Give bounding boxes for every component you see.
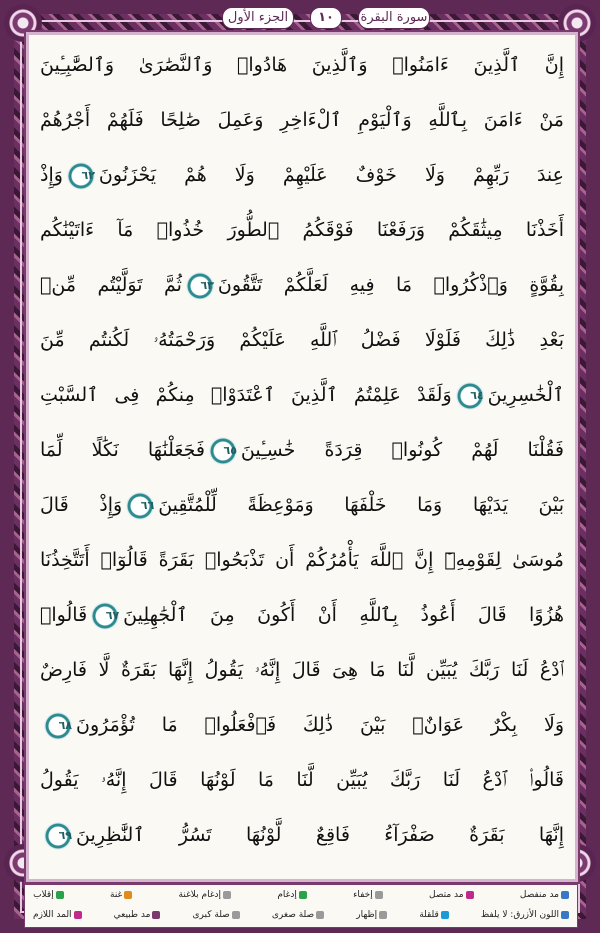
legend-item bbox=[114, 910, 161, 920]
verse-line bbox=[40, 700, 564, 751]
legend-item bbox=[193, 910, 240, 920]
verse-text: مُوسَىٰ لِقَوْمِهِۦٓ إِنَّ ٱللَّهَ يَأْمُرُكُمْ أَن تَذْبَحُوا۟ بَقَرَةً قَالُوٓا۟ أَتَتَّخِذُنَا bbox=[40, 549, 564, 571]
verse-text: ٱلْخَٰسِرِينَ bbox=[487, 384, 564, 406]
verse-text: فَجَعَلْنَٰهَا نَكَٰلًا لِّمَا bbox=[40, 439, 205, 461]
ayah-number-marker: ٦٨ bbox=[44, 712, 72, 740]
verse-text: فَقُلْنَا لَهُمْ كُونُوا۟ قِرَدَةً خَٰسِـِٔينَ bbox=[240, 439, 564, 461]
ayah-number-marker: ٦٤ bbox=[456, 382, 484, 410]
legend-item bbox=[520, 890, 569, 900]
legend-label: إقلاب bbox=[33, 890, 54, 900]
legend-item bbox=[272, 910, 324, 920]
verse-text: أَخَذْنَا مِيثَٰقَكُمْ وَرَفَعْنَا فَوْقَكُمُ ٱلطُّورَ خُذُوا۟ مَآ ءَاتَيْنَٰكُم bbox=[40, 219, 564, 241]
verse-line bbox=[40, 480, 564, 531]
legend-item bbox=[356, 910, 387, 920]
legend-item bbox=[419, 910, 449, 920]
verse-text: ثُمَّ تَوَلَّيْتُم مِّنۢ bbox=[40, 274, 182, 296]
legend-swatch-icon bbox=[223, 891, 231, 899]
verse-line bbox=[40, 150, 564, 201]
legend-item bbox=[179, 890, 232, 900]
legend-item bbox=[33, 890, 64, 900]
legend-row bbox=[25, 905, 577, 925]
legend-row bbox=[25, 885, 577, 905]
legend-item bbox=[277, 890, 307, 900]
verse-text: بَعْدِ ذَٰلِكَ فَلَوْلَا فَضْلُ ٱللَّهِ عَلَيْكُمْ وَرَحْمَتُهُۥ لَكُنتُم مِّنَ bbox=[40, 329, 564, 351]
legend-label: مد متصل bbox=[429, 890, 464, 900]
verse-line bbox=[40, 425, 564, 476]
legend-swatch-icon bbox=[561, 891, 569, 899]
legend-swatch-icon bbox=[299, 891, 307, 899]
verse-text: قَالُوا۟ bbox=[40, 604, 88, 626]
legend-label: إدغام bbox=[277, 890, 297, 900]
verse-text: بِقُوَّةٍ وَٱذْكُرُوا۟ مَا فِيهِ لَعَلَّكُمْ تَتَّقُونَ bbox=[217, 274, 564, 296]
ayah-number-marker: ٦٩ bbox=[44, 822, 72, 850]
verse-text: إِنَّ ٱلَّذِينَ ءَامَنُوا۟ وَٱلَّذِينَ هَادُوا۟ وَٱلنَّصَٰرَىٰ وَٱلصَّٰبِـِٔينَ bbox=[40, 54, 564, 76]
legend-label: إخفاء bbox=[353, 890, 373, 900]
page-number: ١٠ bbox=[310, 7, 342, 29]
verse-text: هُزُوًا قَالَ أَعُوذُ بِٱللَّهِ أَنْ أَكُونَ مِنَ ٱلْجَٰهِلِينَ bbox=[123, 604, 564, 626]
verse-text: وَلَا بِكْرٌ عَوَانٌۢ بَيْنَ ذَٰلِكَ فَٱفْعَلُوا۟ مَا تُؤْمَرُونَ bbox=[76, 714, 564, 736]
verse-text: وَإِذْ قَالَ bbox=[40, 494, 123, 516]
legend-swatch-icon bbox=[466, 891, 474, 899]
legend-label: المد اللازم bbox=[33, 910, 72, 920]
legend-item bbox=[429, 890, 474, 900]
verse-line bbox=[40, 645, 564, 696]
legend-label: إدغام بلاغنة bbox=[178, 890, 222, 900]
ayah-number-marker: ٦٧ bbox=[91, 602, 119, 630]
verse-text: إِنَّهَا بَقَرَةٌ صَفْرَآءُ فَاقِعٌ لَّوْنُهَا تَسُرُّ ٱلنَّٰظِرِينَ bbox=[76, 824, 564, 846]
ayah-number-marker: ٦٢ bbox=[67, 162, 95, 190]
legend-label: صلة كبرى bbox=[192, 910, 230, 920]
tajweed-legend bbox=[24, 884, 578, 928]
legend-label: إظهار bbox=[356, 910, 378, 920]
ayah-number-marker: ٦٥ bbox=[209, 437, 237, 465]
legend-swatch-icon bbox=[316, 911, 324, 919]
surah-name: سورة البقرة bbox=[358, 7, 430, 29]
verse-text: ٱدْعُ لَنَا رَبَّكَ يُبَيِّن لَّنَا مَا هِىَ قَالَ إِنَّهُۥ يَقُولُ إِنَّهَا بَقَرَةٌ لَّا فَارِضٌ bbox=[40, 659, 564, 681]
verse-line bbox=[40, 40, 564, 91]
verse-text: وَإِذْ bbox=[40, 164, 63, 186]
verse-text: عِندَ رَبِّهِمْ وَلَا خَوْفٌ عَلَيْهِمْ وَلَا هُمْ يَحْزَنُونَ bbox=[98, 164, 564, 186]
legend-swatch-icon bbox=[441, 911, 449, 919]
legend-swatch-icon bbox=[379, 911, 387, 919]
legend-item bbox=[353, 890, 383, 900]
verse-text: قَالُوا۟ ٱدْعُ لَنَا رَبَّكَ يُبَيِّن لَّنَا مَا لَوْنُهَا قَالَ إِنَّهُۥ يَقُولُ bbox=[40, 769, 564, 791]
legend-swatch-icon bbox=[74, 911, 82, 919]
legend-swatch-icon bbox=[561, 911, 569, 919]
legend-item bbox=[110, 890, 132, 900]
verse-text: بَيْنَ يَدَيْهَا وَمَا خَلْفَهَا وَمَوْعِظَةً لِّلْمُتَّقِينَ bbox=[158, 494, 564, 516]
ayah-number-marker: ٦٣ bbox=[186, 272, 214, 300]
verse-line bbox=[40, 260, 564, 311]
verse-line bbox=[40, 370, 564, 421]
legend-item bbox=[481, 910, 569, 920]
ayah-number-marker: ٦٦ bbox=[126, 492, 154, 520]
legend-label: اللون الأزرق: لا يلفظ bbox=[480, 910, 559, 920]
verse-line bbox=[40, 590, 564, 641]
legend-swatch-icon bbox=[56, 891, 64, 899]
legend-label: مد منفصل bbox=[519, 890, 559, 900]
verse-line bbox=[40, 95, 564, 146]
verse-text: مَنْ ءَامَنَ بِٱللَّهِ وَٱلْيَوْمِ ٱلْءَاخِرِ وَعَمِلَ صَٰلِحًا فَلَهُمْ أَجْرُهُمْ bbox=[40, 109, 564, 131]
page-header bbox=[24, 5, 576, 29]
verse-line bbox=[40, 205, 564, 256]
legend-label: قلقلة bbox=[419, 910, 439, 920]
verse-line bbox=[40, 315, 564, 366]
legend-swatch-icon bbox=[232, 911, 240, 919]
legend-label: صلة صغرى bbox=[271, 910, 315, 920]
quran-text bbox=[40, 40, 564, 870]
verse-text: وَلَقَدْ عَلِمْتُمُ ٱلَّذِينَ ٱعْتَدَوْا۟ مِنكُمْ فِى ٱلسَّبْتِ bbox=[40, 384, 452, 406]
legend-label: مد طبيعي bbox=[113, 910, 151, 920]
legend-item bbox=[33, 910, 82, 920]
legend-swatch-icon bbox=[124, 891, 132, 899]
legend-swatch-icon bbox=[152, 911, 160, 919]
legend-label: غنة bbox=[110, 890, 123, 900]
verse-line bbox=[40, 810, 564, 861]
legend-swatch-icon bbox=[375, 891, 383, 899]
verse-line bbox=[40, 535, 564, 586]
juz-label: الجزء الأول bbox=[222, 7, 294, 29]
verse-line bbox=[40, 755, 564, 806]
